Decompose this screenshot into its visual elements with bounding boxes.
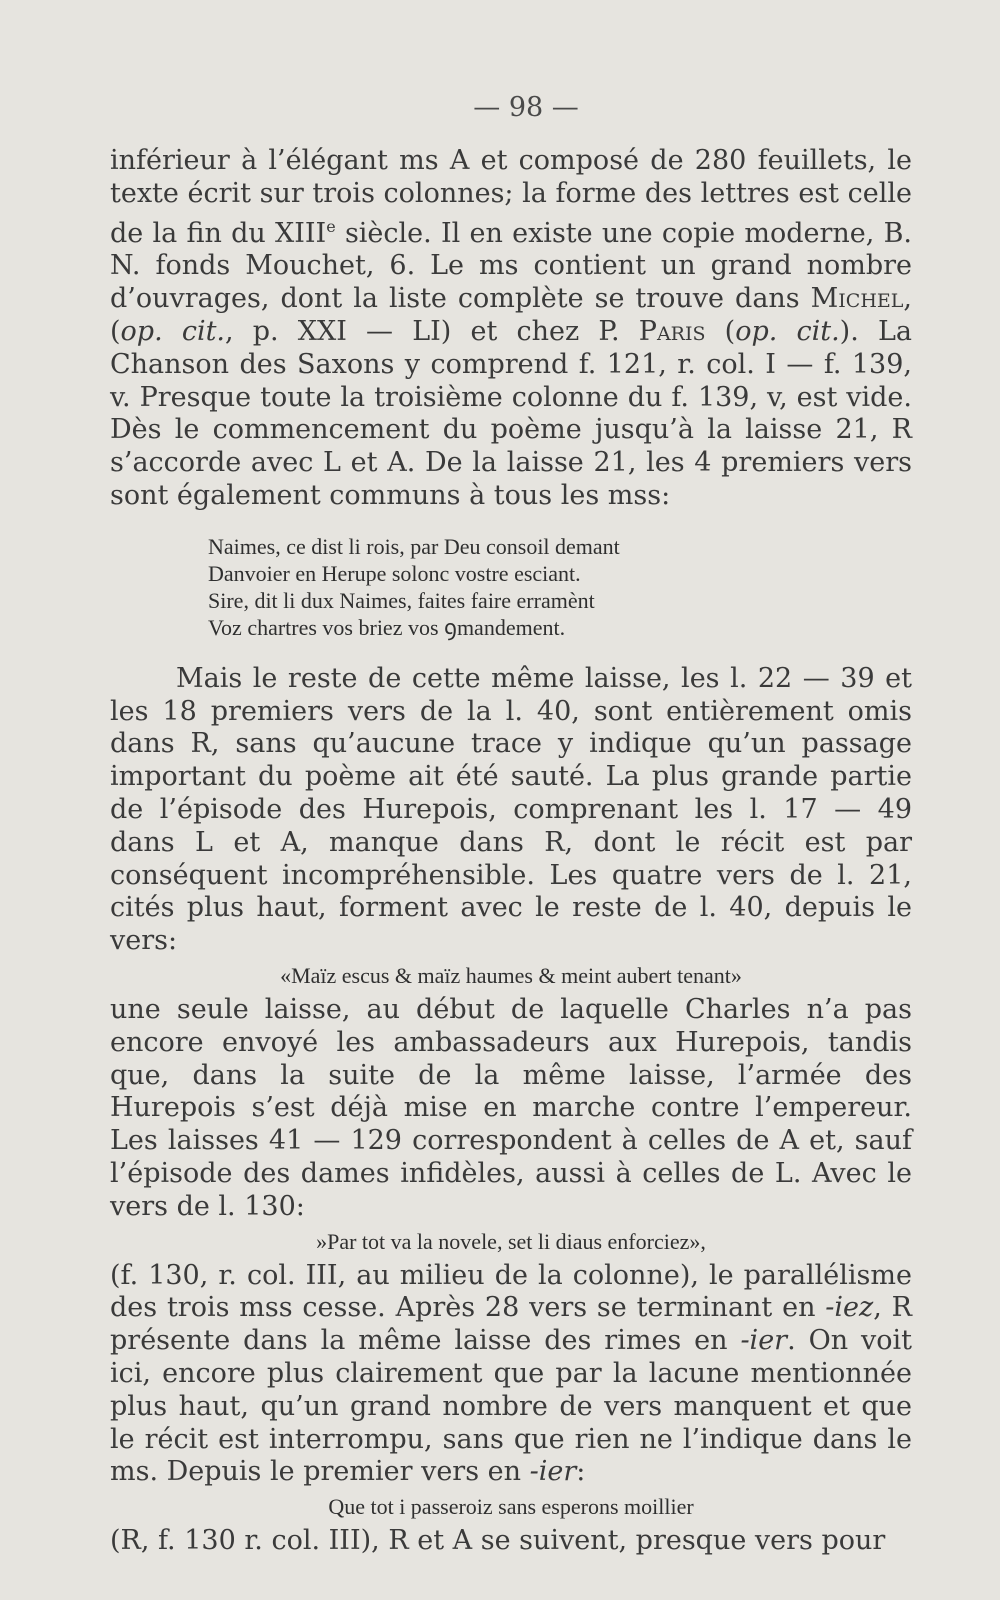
- paragraph-2: Mais le reste de cette même laisse, les l. 22 — 39 et les 18 premiers vers de la l. 40, sont entièrement omis dans R, sans qu’aucune trace y indique qu’un passage important du poème ait été sauté. La plus grande partie de l’épisode des Hurepois, comprenant les l. 17 — 49 dans L et A, manque dans R, dont le récit est par conséquent incompréhensible. Les quatre vers de l. 21, cités plus haut, forment avec le reste de l. 40, depuis le vers:: [110, 662, 912, 957]
- verse-line: Danvoier en Herupe solonc vostre esciant.: [208, 560, 581, 586]
- verse-quote-3: »Par tot va la novele, set li diaus enforciez»,: [316, 1228, 706, 1254]
- superscript: e: [326, 216, 336, 236]
- verse-quote-1: [110, 533, 912, 641]
- verse-line: Naimes, ce dist li rois, par Deu consoil demant: [208, 533, 620, 559]
- op-cit: op. cit.: [735, 315, 840, 347]
- verse-quote-4: Que tot i passeroiz sans esperons moillier: [328, 1494, 694, 1520]
- page-number: — 98 —: [473, 92, 579, 123]
- paragraph-3: une seule laisse, au début de laquelle Charles n’a pas encore envoyé les ambassadeurs aux Hurepois, tandis que, dans la suite de la même laisse, l’armée des Hurepois s’est déjà mise en marche contre l’empereur. Les laisses 41 — 129 correspondent à celles de A et, sauf l’épisode des dames infidèles, aussi à celles de L. Avec le vers de l. 130:: [110, 993, 912, 1222]
- author-paris: Paris: [638, 315, 706, 347]
- paragraph-1: inférieur à l’élégant ms A et composé de 280 feuillets, le texte écrit sur trois colonnes; la forme des lettres est celle de la fin du XIIIe siècle. Il en existe une copie moderne, B. N. fonds Mouchet, 6. Le ms contient un grand nombre d’ouvrages, dont la liste complète se trouve dans Michel, (op. cit., p. XXI — LI) et chez P. Paris (op. cit.). La Chanson des Saxons y comprend f. 121, r. col. I — f. 139, v. Presque toute la troisième colonne du f. 139, v, est vide. Dès le commencement du poème jusqu’à la laisse 21, R s’accorde avec L et A. De la laisse 21, les 4 premiers vers sont également communs à tous les mss:: [110, 145, 912, 511]
- verse-line: Voz chartres vos briez vos ꝯmandement.: [208, 614, 566, 640]
- paragraph-5: (R, f. 130 r. col. III), R et A se suivent, presque vers pour: [110, 1525, 886, 1557]
- verse-line: Sire, dit li dux Naimes, faites faire erramènt: [208, 587, 595, 613]
- paragraph-4: (f. 130, r. col. III, au milieu de la colonne), le parallélisme des trois mss cesse. Après 28 vers se terminant en -iez, R présente dans la même laisse des rimes en -ier. On voit ici, encore plus clairement que par la lacune mentionnée plus haut, qu’un grand nombre de vers manquent et que le récit est interrompu, sans que rien ne l’indique dans le ms. Depuis le premier vers en -ier:: [110, 1259, 912, 1488]
- verse-quote-2: «Maïz escus & maïz haumes & meint aubert tenant»: [280, 962, 742, 988]
- op-cit: op. cit.: [120, 315, 226, 347]
- author-michel: Michel: [810, 283, 904, 315]
